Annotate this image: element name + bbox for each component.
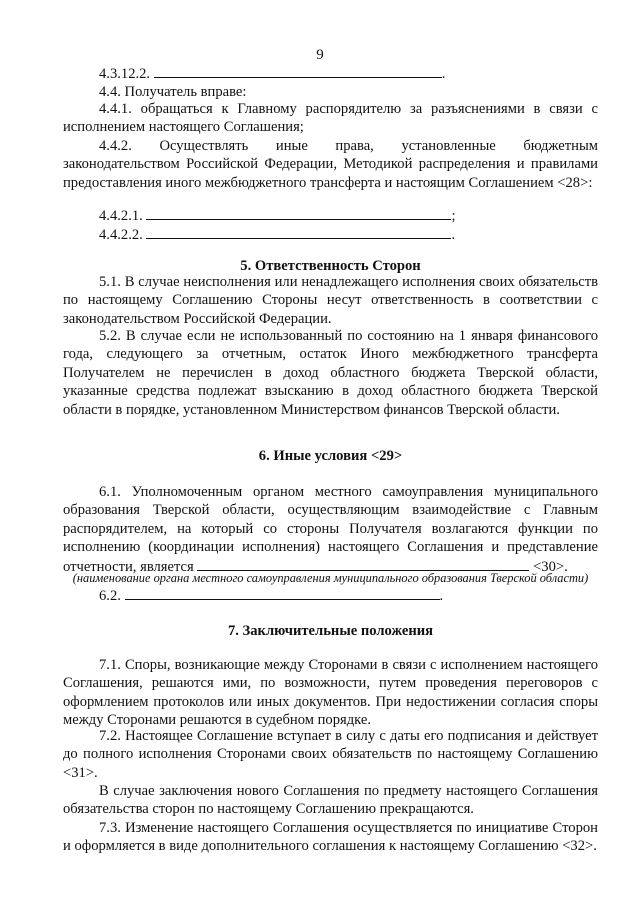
section-6-heading: 6. Иные условия <29> — [258, 448, 403, 464]
paragraph-7-2-new-agreement: В случае заключения нового Соглашения по предмету настоящего Соглашения обязательства сторон по настоящему Соглашению прекращаются. — [63, 783, 598, 818]
item-4-4-2: 4.4.2. Осуществлять иные права, установленные бюджетным законодательством Российской Федерации, Методикой распределения и правилами предоставления иного межбюджетного трансферта и настоящим Соглашением <28>: — [63, 138, 598, 191]
paragraph-5-2: 5.2. В случае если не использованный по состоянию на 1 января финансового года, следующего за отчетным, остаток Иного межбюджетного трансферта Получателем не перечислен в доход областного бюджета Тверской области, указанные средства подлежат взысканию в доход областного бюджета Тверской области в порядке, установленном Министерством финансов Тверской области. — [63, 328, 598, 418]
item-6-2-label: 6.2. — [99, 588, 121, 604]
paragraph-7-3: 7.3. Изменение настоящего Соглашения осуществляется по инициативе Сторон и оформляется в виде дополнительного соглашения к настоящему Соглашению <32>. — [63, 820, 598, 855]
item-4-4-1: 4.4.1. обращаться к Главному распорядителю за разъяснениями в связи с исполнением настоящего Соглашения; — [63, 101, 598, 136]
punctuation: . — [441, 66, 446, 82]
item-4-4: 4.4. Получатель вправе: — [99, 84, 247, 100]
blank-line — [154, 64, 442, 78]
item-6-2 — [99, 586, 443, 605]
blank-line — [146, 206, 451, 220]
blank-line — [197, 557, 529, 571]
section-7-heading: 7. Заключительные положения — [227, 623, 434, 639]
punctuation: . — [439, 588, 444, 604]
blank-line — [146, 225, 451, 239]
field-caption: (наименование органа местного самоуправления муниципального образования Тверской области) — [72, 571, 589, 585]
page-number: 9 — [316, 47, 324, 63]
item-4-3-12-2-label: 4.3.12.2. — [99, 66, 151, 82]
paragraph-6-1 — [63, 483, 598, 576]
punctuation: . — [451, 227, 456, 243]
paragraph-7-2: 7.2. Настоящее Соглашение вступает в силу с даты его подписания и действует до полного исполнения Сторонами своих обязательств по настоящему Соглашению <31>. — [63, 728, 598, 781]
footnote-ref-30: <30>. — [533, 558, 568, 575]
paragraph-5-1: 5.1. В случае неисполнения или ненадлежащего исполнения своих обязательств по настоящему Соглашению Стороны несут ответственность в соответствии с законодательством Российской Федерации. — [63, 274, 598, 327]
item-4-4-2-2-label: 4.4.2.2. — [99, 227, 143, 243]
item-4-4-2-1 — [99, 206, 456, 225]
paragraph-7-1: 7.1. Споры, возникающие между Сторонами в связи с исполнением настоящего Соглашения, решаются ими, по возможности, путем проведения переговоров с оформлением протоколов или иных документов. При недостижении согласия споры между Сторонами решаются в судебном порядке. — [63, 657, 598, 729]
paragraph-6-1-text: 6.1. Уполномоченным органом местного самоуправления муниципального образования Тверской области, осуществляющим взаимодействие с Главным распорядителем, на который со стороны Получателя возлагаются функции по исполнению (координации исполнения) настоящего Соглашения и представление отчетности, является — [63, 484, 598, 575]
item-4-4-2-2 — [99, 225, 455, 244]
punctuation: ; — [451, 208, 456, 224]
item-4-3-12-2 — [99, 64, 445, 83]
section-5-heading: 5. Ответственность Сторон — [240, 258, 421, 274]
item-4-4-2-1-label: 4.4.2.1. — [99, 208, 143, 224]
blank-line — [125, 586, 440, 600]
